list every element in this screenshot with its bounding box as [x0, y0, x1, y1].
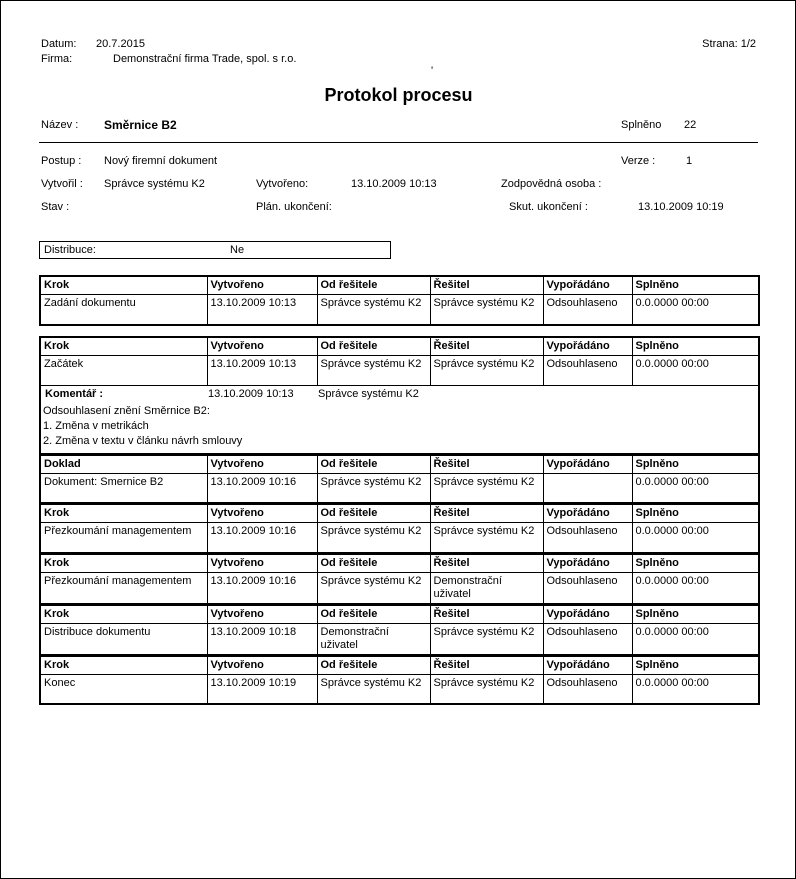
- cell-solver: Správce systému K2: [430, 674, 543, 704]
- table-row: [40, 623, 759, 655]
- cell-from: Správce systému K2: [317, 473, 430, 503]
- table-row: [40, 473, 759, 503]
- cell-solver: Demonstrační uživatel: [430, 572, 543, 604]
- comment-datetime: 13.10.2009 10:13: [208, 388, 294, 400]
- comment-text-row: [40, 403, 759, 454]
- version-value: 1: [686, 155, 693, 167]
- header-cell: Vypořádáno: [543, 656, 632, 675]
- cell-document: Dokument: Smernice B2: [40, 473, 207, 503]
- version-label: Verze :: [621, 155, 656, 167]
- cell-fulfilled: 0.0.0000 00:00: [632, 674, 759, 704]
- created-by-row: [39, 178, 758, 193]
- header-cell: Řešitel: [430, 276, 543, 295]
- header-cell: Vypořádáno: [543, 276, 632, 295]
- cell-fulfilled: 0.0.0000 00:00: [632, 523, 759, 553]
- name-row: [39, 119, 758, 134]
- comment-line: Odsouhlasení znění Směrnice B2:: [43, 404, 210, 417]
- table-row: [40, 523, 759, 553]
- state-row: [39, 201, 758, 216]
- header-cell: Vypořádáno: [543, 605, 632, 624]
- name-label: Název :: [41, 119, 79, 131]
- distribution-label: Distribuce:: [44, 244, 96, 256]
- header-cell: Od řešitele: [317, 656, 430, 675]
- table-header-row: [40, 504, 759, 523]
- cell-from: Správce systému K2: [317, 356, 430, 386]
- cell-step: Distribuce dokumentu: [40, 623, 207, 655]
- comment-line: 1. Změna v metrikách: [43, 419, 149, 432]
- cell-fulfilled: 0.0.0000 00:00: [632, 623, 759, 655]
- header-cell: Vytvořeno: [207, 605, 317, 624]
- header-cell: Krok: [40, 554, 207, 573]
- header-cell: Od řešitele: [317, 554, 430, 573]
- responsible-person-label: Zodpovědná osoba :: [501, 178, 602, 190]
- header-cell: Vytvořeno: [207, 337, 317, 356]
- state-label: Stav :: [41, 201, 70, 213]
- header-cell: Vytvořeno: [207, 554, 317, 573]
- header-cell: Splněno: [632, 504, 759, 523]
- header-cell: Krok: [40, 605, 207, 624]
- header-cell: Od řešitele: [317, 337, 430, 356]
- header-cell: Splněno: [632, 605, 759, 624]
- cell-solver: Správce systému K2: [430, 473, 543, 503]
- distribution-value: Ne: [230, 244, 245, 256]
- cell-created: 13.10.2009 10:16: [207, 473, 317, 503]
- cell-from: Správce systému K2: [317, 295, 430, 325]
- header-cell: Řešitel: [430, 455, 543, 474]
- cell-step: Konec: [40, 674, 207, 704]
- cell-fulfilled: 0.0.0000 00:00: [632, 356, 759, 386]
- table-row: [40, 572, 759, 604]
- header-cell: Vypořádáno: [543, 337, 632, 356]
- planned-end-label: Plán. ukončení:: [256, 201, 332, 213]
- header-cell: Od řešitele: [317, 276, 430, 295]
- cell-settled: Odsouhlaseno: [543, 674, 632, 704]
- comment-author: Správce systému K2: [318, 388, 419, 400]
- header-cell: Řešitel: [430, 656, 543, 675]
- header-cell: Od řešitele: [317, 605, 430, 624]
- comment-info-row: [40, 386, 759, 403]
- table-row: [40, 295, 759, 325]
- cell-from: Demonstrační uživatel: [317, 623, 430, 655]
- process-section-table: [39, 655, 760, 706]
- cell-created: 13.10.2009 10:13: [207, 356, 317, 386]
- first-step-table-block: [39, 275, 760, 326]
- fulfilled-label: Splněno: [621, 119, 662, 131]
- process-section-table: [39, 604, 760, 656]
- header-cell: Krok: [40, 276, 207, 295]
- cell-solver: Správce systému K2: [430, 523, 543, 553]
- cell-from: Správce systému K2: [317, 572, 430, 604]
- name-value: Směrnice B2: [104, 118, 177, 132]
- cell-from: Správce systému K2: [317, 674, 430, 704]
- cell-fulfilled: 0.0.0000 00:00: [632, 473, 759, 503]
- header-cell: Od řešitele: [317, 455, 430, 474]
- header-cell: Od řešitele: [317, 504, 430, 523]
- date-label: Datum:: [41, 38, 77, 50]
- procedure-row: [39, 155, 758, 170]
- cell-created: 13.10.2009 10:16: [207, 523, 317, 553]
- created-on-label: Vytvořeno:: [256, 178, 309, 190]
- cell-settled: Odsouhlaseno: [543, 523, 632, 553]
- cell-step: Začátek: [40, 356, 207, 386]
- cell-step: Přezkoumání managementem: [40, 523, 207, 553]
- page-number: [702, 38, 756, 51]
- table-row: [40, 674, 759, 704]
- header-cell: Splněno: [632, 455, 759, 474]
- header-cell: Řešitel: [430, 337, 543, 356]
- cell-from: Správce systému K2: [317, 523, 430, 553]
- cell-step: Přezkoumání managementem: [40, 572, 207, 604]
- actual-end-value: 13.10.2009 10:19: [638, 201, 724, 213]
- report-title: Protokol procesu: [324, 85, 473, 105]
- company-label: Firma:: [41, 53, 73, 65]
- table-row: [40, 356, 759, 386]
- report-content: [39, 1, 758, 879]
- header-cell: Splněno: [632, 656, 759, 675]
- header-cell: Vytvořeno: [207, 276, 317, 295]
- cell-settled: Odsouhlaseno: [543, 623, 632, 655]
- header-row-company: [39, 53, 758, 68]
- created-by-value: Správce systému K2: [104, 178, 205, 190]
- header-cell: Vypořádáno: [543, 504, 632, 523]
- cell-fulfilled: 0.0.0000 00:00: [632, 295, 759, 325]
- process-section-table: [39, 336, 760, 455]
- cell-created: 13.10.2009 10:18: [207, 623, 317, 655]
- header-cell: Doklad: [40, 455, 207, 474]
- page-number-value: 1/2: [740, 38, 756, 50]
- header-cell: Splněno: [632, 337, 759, 356]
- header-cell: Krok: [40, 504, 207, 523]
- table-header-row: [40, 656, 759, 675]
- header-cell: Vytvořeno: [207, 504, 317, 523]
- fulfilled-value: 22: [684, 119, 697, 131]
- process-section-table: [39, 503, 760, 554]
- distribution-box: [39, 241, 391, 259]
- cell-solver: Správce systému K2: [430, 295, 543, 325]
- stray-mark: ': [431, 65, 434, 77]
- header-cell: Krok: [40, 337, 207, 356]
- process-section-table: [39, 275, 760, 326]
- header-cell: Vytvořeno: [207, 455, 317, 474]
- comment-label: Komentář :: [45, 388, 104, 400]
- process-section-table: [39, 454, 760, 505]
- header-row-date: [39, 38, 758, 53]
- process-section-table: [39, 553, 760, 605]
- header-cell: Krok: [40, 656, 207, 675]
- comment-line: 2. Změna v textu v článku návrh smlouvy: [43, 434, 243, 447]
- cell-solver: Správce systému K2: [430, 623, 543, 655]
- cell-created: 13.10.2009 10:13: [207, 295, 317, 325]
- procedure-label: Postup :: [41, 155, 82, 167]
- header-cell: Vypořádáno: [543, 554, 632, 573]
- page-number-label: Strana:: [702, 38, 738, 50]
- date-value: 20.7.2015: [96, 38, 145, 50]
- actual-end-label: Skut. ukončení :: [509, 201, 588, 213]
- header-cell: Řešitel: [430, 504, 543, 523]
- header-cell: Vytvořeno: [207, 656, 317, 675]
- cell-settled: Odsouhlaseno: [543, 572, 632, 604]
- header-cell: Řešitel: [430, 605, 543, 624]
- cell-created: 13.10.2009 10:19: [207, 674, 317, 704]
- cell-fulfilled: 0.0.0000 00:00: [632, 572, 759, 604]
- table-header-row: [40, 455, 759, 474]
- cell-settled: Odsouhlaseno: [543, 356, 632, 386]
- table-header-row: [40, 276, 759, 295]
- cell-created: 13.10.2009 10:16: [207, 572, 317, 604]
- cell-settled: [543, 473, 632, 503]
- comment-info: [41, 388, 758, 401]
- cell-settled: Odsouhlaseno: [543, 295, 632, 325]
- header-cell: Splněno: [632, 276, 759, 295]
- table-header-row: [40, 337, 759, 356]
- header-cell: Řešitel: [430, 554, 543, 573]
- created-by-label: Vytvořil :: [41, 178, 83, 190]
- table-header-row: [40, 554, 759, 573]
- header-cell: Vypořádáno: [543, 455, 632, 474]
- created-on-value: 13.10.2009 10:13: [351, 178, 437, 190]
- step-table-stack: [39, 336, 760, 705]
- table-header-row: [40, 605, 759, 624]
- company-value: Demonstrační firma Trade, spol. s r.o.: [113, 53, 297, 65]
- procedure-value: Nový firemní dokument: [104, 155, 218, 167]
- header-cell: Splněno: [632, 554, 759, 573]
- cell-step: Zadání dokumentu: [40, 295, 207, 325]
- separator-line: [39, 142, 758, 143]
- cell-solver: Správce systému K2: [430, 356, 543, 386]
